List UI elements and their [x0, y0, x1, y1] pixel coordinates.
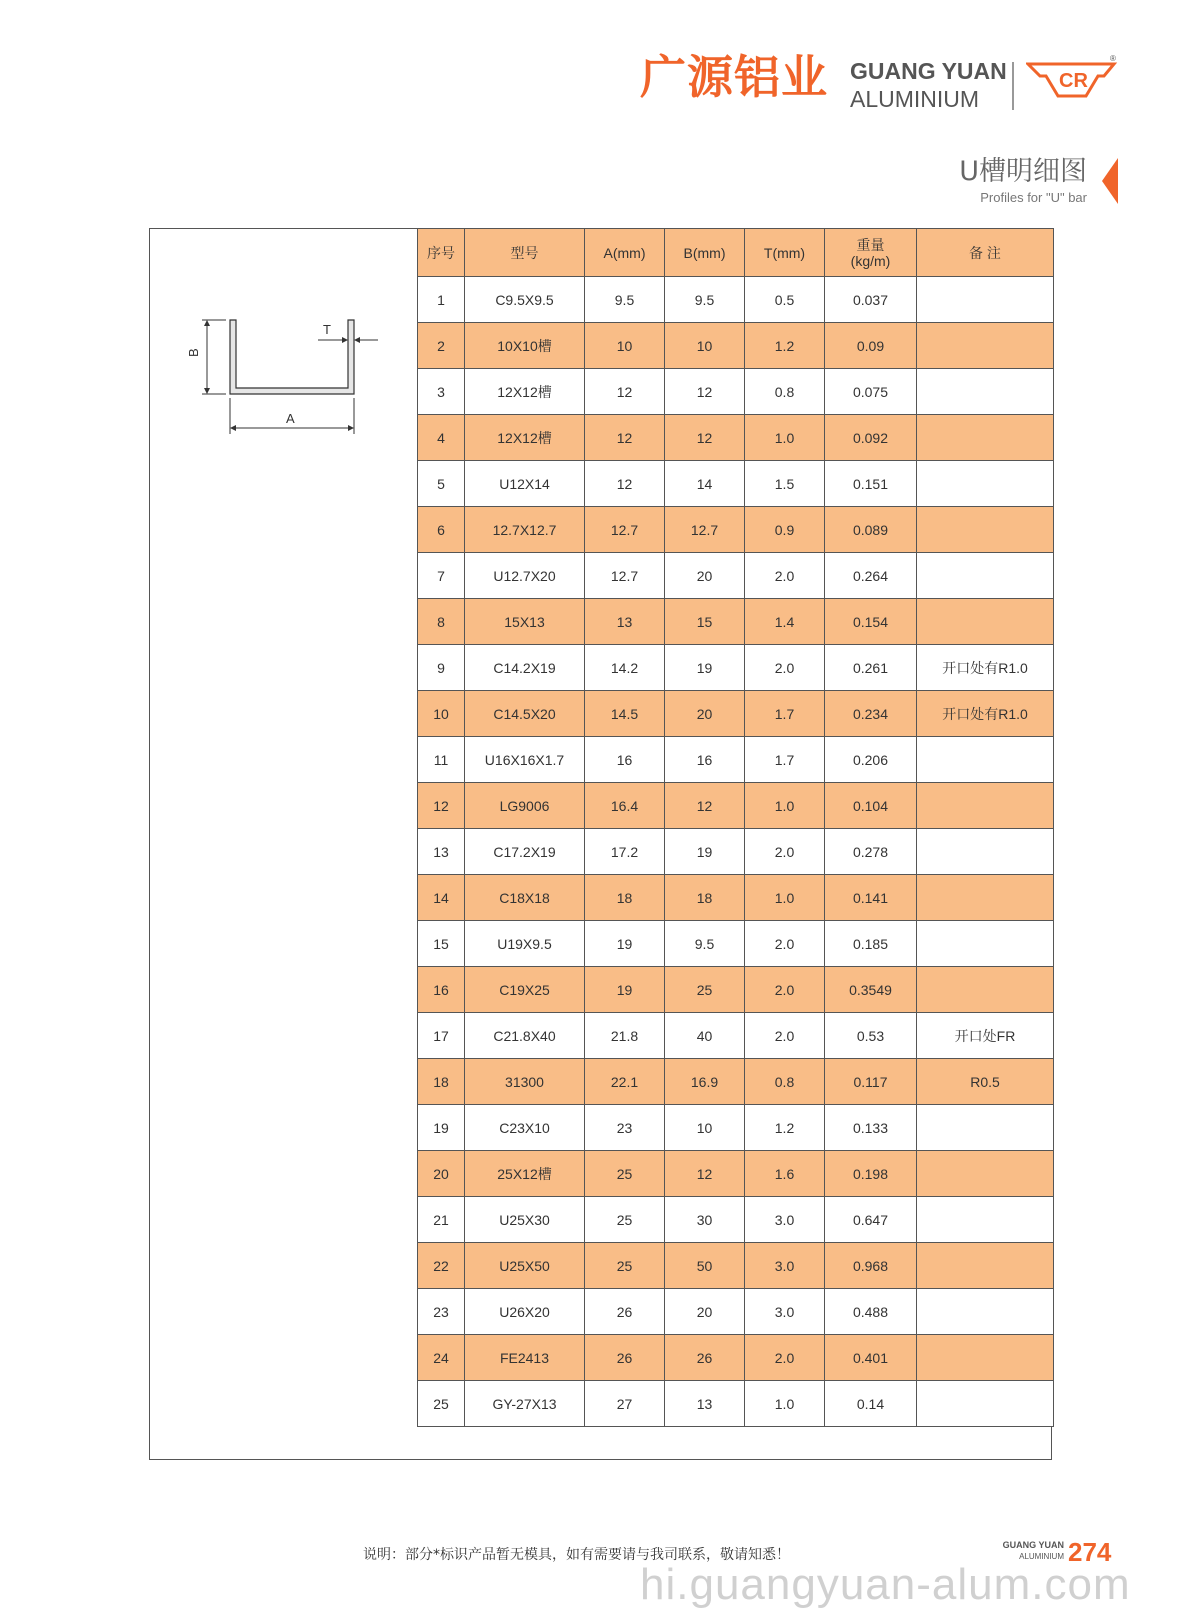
- diagram-label-a: A: [286, 411, 295, 426]
- cell-b: 25: [665, 967, 745, 1013]
- brand-name-en-line2: ALUMINIUM: [850, 86, 980, 112]
- cell-t: 2.0: [745, 553, 825, 599]
- cell-t: 2.0: [745, 921, 825, 967]
- cell-remark: [917, 507, 1054, 553]
- cell-index: 18: [418, 1059, 465, 1105]
- logo-text: CR: [1059, 70, 1088, 92]
- cell-remark: [917, 1197, 1054, 1243]
- cell-remark: [917, 875, 1054, 921]
- cell-t: 2.0: [745, 645, 825, 691]
- header-b: B(mm): [665, 229, 745, 277]
- cell-b: 10: [665, 1105, 745, 1151]
- cell-weight: 0.092: [825, 415, 917, 461]
- cell-index: 9: [418, 645, 465, 691]
- cell-model: C18X18: [465, 875, 585, 921]
- cell-remark: [917, 415, 1054, 461]
- cell-t: 1.0: [745, 783, 825, 829]
- table-row: [418, 645, 1054, 691]
- footer-brand-line1: GUANG YUAN: [1002, 1540, 1064, 1550]
- cell-model: FE2413: [465, 1335, 585, 1381]
- watermark: hi.guangyuan-alum.com: [640, 1560, 1131, 1609]
- cell-index: 8: [418, 599, 465, 645]
- cell-remark: [917, 323, 1054, 369]
- cell-a: 12: [585, 461, 665, 507]
- cell-t: 0.5: [745, 277, 825, 323]
- cell-remark: [917, 1243, 1054, 1289]
- cell-remark: R0.5: [917, 1059, 1054, 1105]
- cell-b: 12.7: [665, 507, 745, 553]
- cell-model: LG9006: [465, 783, 585, 829]
- cell-a: 10: [585, 323, 665, 369]
- cell-b: 40: [665, 1013, 745, 1059]
- brand-name-cn: 广源铝业: [640, 50, 828, 104]
- cell-a: 21.8: [585, 1013, 665, 1059]
- cell-weight: 0.037: [825, 277, 917, 323]
- footer-note: 说明：部分*标识产品暂无模具，如有需要请与我司联系，敬请知悉！: [363, 1547, 790, 1563]
- table-header-row: [418, 229, 1054, 277]
- section-subtitle: Profiles for "U" bar: [980, 190, 1087, 205]
- table-row: [418, 737, 1054, 783]
- cell-a: 25: [585, 1151, 665, 1197]
- cell-model: 10X10槽: [465, 323, 585, 369]
- cell-remark: [917, 737, 1054, 783]
- cell-b: 9.5: [665, 277, 745, 323]
- page-number: 274: [1068, 1537, 1112, 1567]
- cell-index: 4: [418, 415, 465, 461]
- cell-index: 5: [418, 461, 465, 507]
- table-row: [418, 277, 1054, 323]
- cell-index: 23: [418, 1289, 465, 1335]
- cell-a: 14.2: [585, 645, 665, 691]
- cell-t: 2.0: [745, 1335, 825, 1381]
- table-row: [418, 875, 1054, 921]
- cell-model: 12X12槽: [465, 415, 585, 461]
- cell-weight: 0.647: [825, 1197, 917, 1243]
- cell-remark: [917, 1335, 1054, 1381]
- cell-weight: 0.09: [825, 323, 917, 369]
- cell-a: 23: [585, 1105, 665, 1151]
- cell-a: 16: [585, 737, 665, 783]
- cell-weight: 0.278: [825, 829, 917, 875]
- cell-weight: 0.234: [825, 691, 917, 737]
- cell-b: 10: [665, 323, 745, 369]
- cell-index: 16: [418, 967, 465, 1013]
- cell-model: 25X12槽: [465, 1151, 585, 1197]
- cell-index: 7: [418, 553, 465, 599]
- cell-index: 21: [418, 1197, 465, 1243]
- cell-t: 1.0: [745, 415, 825, 461]
- cell-t: 3.0: [745, 1289, 825, 1335]
- cell-a: 25: [585, 1197, 665, 1243]
- cell-index: 1: [418, 277, 465, 323]
- section-title: U槽明细图: [959, 156, 1087, 187]
- cell-a: 16.4: [585, 783, 665, 829]
- cell-t: 2.0: [745, 1013, 825, 1059]
- diagram-label-t: T: [323, 322, 331, 337]
- cell-weight: 0.3549: [825, 967, 917, 1013]
- cell-index: 15: [418, 921, 465, 967]
- cell-remark: [917, 783, 1054, 829]
- header-a: A(mm): [585, 229, 665, 277]
- header-index: 序号: [418, 229, 465, 277]
- cell-remark: 开口处有R1.0: [917, 691, 1054, 737]
- cell-model: C14.5X20: [465, 691, 585, 737]
- cell-a: 22.1: [585, 1059, 665, 1105]
- table-row: [418, 1335, 1054, 1381]
- cell-index: 2: [418, 323, 465, 369]
- cell-t: 1.2: [745, 323, 825, 369]
- cell-t: 2.0: [745, 829, 825, 875]
- cell-b: 20: [665, 553, 745, 599]
- cell-t: 3.0: [745, 1197, 825, 1243]
- cell-model: U16X16X1.7: [465, 737, 585, 783]
- cell-remark: [917, 599, 1054, 645]
- cell-model: C19X25: [465, 967, 585, 1013]
- cell-a: 9.5: [585, 277, 665, 323]
- cell-t: 1.0: [745, 1381, 825, 1427]
- table-row: [418, 1289, 1054, 1335]
- cell-weight: 0.14: [825, 1381, 917, 1427]
- company-logo: [1026, 54, 1118, 104]
- brand-separator: [1012, 62, 1014, 110]
- cell-b: 18: [665, 875, 745, 921]
- table-row: [418, 829, 1054, 875]
- cell-remark: [917, 1381, 1054, 1427]
- cell-t: 0.8: [745, 369, 825, 415]
- table-row: [418, 1105, 1054, 1151]
- cell-remark: [917, 277, 1054, 323]
- cell-weight: 0.198: [825, 1151, 917, 1197]
- cell-model: U25X30: [465, 1197, 585, 1243]
- registered-mark: ®: [1110, 54, 1116, 63]
- cell-index: 25: [418, 1381, 465, 1427]
- cell-index: 24: [418, 1335, 465, 1381]
- table-row: [418, 967, 1054, 1013]
- diagram-label-b: B: [186, 348, 201, 357]
- cell-model: 31300: [465, 1059, 585, 1105]
- cell-index: 13: [418, 829, 465, 875]
- table-row: [418, 415, 1054, 461]
- cell-weight: 0.133: [825, 1105, 917, 1151]
- cell-a: 19: [585, 921, 665, 967]
- cell-model: C14.2X19: [465, 645, 585, 691]
- table-row: [418, 1197, 1054, 1243]
- cell-remark: [917, 1289, 1054, 1335]
- cell-b: 16: [665, 737, 745, 783]
- cell-remark: [917, 369, 1054, 415]
- table-row: [418, 1381, 1054, 1427]
- cell-t: 0.8: [745, 1059, 825, 1105]
- cell-model: C23X10: [465, 1105, 585, 1151]
- table-row: [418, 1059, 1054, 1105]
- u-profile-diagram: [180, 310, 400, 450]
- header-weight-line2: (kg/m): [850, 252, 891, 269]
- header-remark: 备 注: [917, 229, 1054, 277]
- cell-model: C9.5X9.5: [465, 277, 585, 323]
- table-row: [418, 323, 1054, 369]
- table-row: [418, 553, 1054, 599]
- cell-t: 1.7: [745, 737, 825, 783]
- cell-index: 6: [418, 507, 465, 553]
- cell-model: C17.2X19: [465, 829, 585, 875]
- cell-weight: 0.968: [825, 1243, 917, 1289]
- cell-a: 27: [585, 1381, 665, 1427]
- cell-remark: 开口处有R1.0: [917, 645, 1054, 691]
- cell-model: U26X20: [465, 1289, 585, 1335]
- cell-b: 26: [665, 1335, 745, 1381]
- cell-t: 1.0: [745, 875, 825, 921]
- cell-b: 14: [665, 461, 745, 507]
- cell-model: 15X13: [465, 599, 585, 645]
- cell-b: 50: [665, 1243, 745, 1289]
- cell-weight: 0.154: [825, 599, 917, 645]
- cell-remark: [917, 1151, 1054, 1197]
- table-body: [418, 277, 1054, 1427]
- table-row: [418, 1013, 1054, 1059]
- cell-b: 13: [665, 1381, 745, 1427]
- footer-brand-line2: ALUMINIUM: [1019, 1552, 1064, 1561]
- cell-remark: [917, 553, 1054, 599]
- cell-weight: 0.53: [825, 1013, 917, 1059]
- cell-index: 20: [418, 1151, 465, 1197]
- cell-remark: [917, 967, 1054, 1013]
- cell-model: U12.7X20: [465, 553, 585, 599]
- cell-b: 9.5: [665, 921, 745, 967]
- cell-index: 3: [418, 369, 465, 415]
- cell-weight: 0.089: [825, 507, 917, 553]
- cell-remark: [917, 1105, 1054, 1151]
- cell-weight: 0.488: [825, 1289, 917, 1335]
- cell-model: U12X14: [465, 461, 585, 507]
- cell-b: 19: [665, 829, 745, 875]
- cell-t: 2.0: [745, 967, 825, 1013]
- cell-remark: [917, 461, 1054, 507]
- cell-t: 1.7: [745, 691, 825, 737]
- cell-b: 12: [665, 369, 745, 415]
- cell-t: 1.4: [745, 599, 825, 645]
- table-row: [418, 783, 1054, 829]
- cell-b: 16.9: [665, 1059, 745, 1105]
- cell-b: 30: [665, 1197, 745, 1243]
- cell-b: 20: [665, 691, 745, 737]
- cell-a: 12.7: [585, 553, 665, 599]
- cell-weight: 0.104: [825, 783, 917, 829]
- cell-a: 12.7: [585, 507, 665, 553]
- header-weight: [825, 229, 917, 277]
- cell-t: 0.9: [745, 507, 825, 553]
- cell-weight: 0.261: [825, 645, 917, 691]
- cell-index: 22: [418, 1243, 465, 1289]
- cell-a: 19: [585, 967, 665, 1013]
- cell-b: 19: [665, 645, 745, 691]
- header-weight-line1: 重量: [856, 236, 885, 253]
- table-row: [418, 369, 1054, 415]
- section-arrow-icon: [1100, 158, 1118, 204]
- cell-weight: 0.075: [825, 369, 917, 415]
- cell-t: 3.0: [745, 1243, 825, 1289]
- table-row: [418, 1243, 1054, 1289]
- table-row: [418, 691, 1054, 737]
- cell-index: 10: [418, 691, 465, 737]
- cell-b: 12: [665, 783, 745, 829]
- cell-model: GY-27X13: [465, 1381, 585, 1427]
- u-bar-spec-table: [417, 228, 1054, 1427]
- cell-b: 15: [665, 599, 745, 645]
- cell-weight: 0.185: [825, 921, 917, 967]
- table-row: [418, 507, 1054, 553]
- cell-a: 12: [585, 369, 665, 415]
- cell-a: 13: [585, 599, 665, 645]
- cell-index: 11: [418, 737, 465, 783]
- cell-a: 26: [585, 1289, 665, 1335]
- cell-index: 12: [418, 783, 465, 829]
- cell-a: 12: [585, 415, 665, 461]
- cell-model: U19X9.5: [465, 921, 585, 967]
- cell-weight: 0.206: [825, 737, 917, 783]
- table-row: [418, 599, 1054, 645]
- cell-index: 17: [418, 1013, 465, 1059]
- cell-b: 20: [665, 1289, 745, 1335]
- cell-model: U25X50: [465, 1243, 585, 1289]
- cell-model: 12X12槽: [465, 369, 585, 415]
- cell-a: 25: [585, 1243, 665, 1289]
- cell-b: 12: [665, 1151, 745, 1197]
- cell-a: 14.5: [585, 691, 665, 737]
- cell-t: 1.6: [745, 1151, 825, 1197]
- cell-remark: [917, 829, 1054, 875]
- cell-remark: 开口处FR: [917, 1013, 1054, 1059]
- cell-weight: 0.151: [825, 461, 917, 507]
- table-row: [418, 1151, 1054, 1197]
- cell-t: 1.2: [745, 1105, 825, 1151]
- table-row: [418, 461, 1054, 507]
- cell-index: 19: [418, 1105, 465, 1151]
- cell-index: 14: [418, 875, 465, 921]
- cell-a: 17.2: [585, 829, 665, 875]
- cell-remark: [917, 921, 1054, 967]
- header-model: 型号: [465, 229, 585, 277]
- cell-a: 26: [585, 1335, 665, 1381]
- cell-a: 18: [585, 875, 665, 921]
- cell-b: 12: [665, 415, 745, 461]
- brand-name-en-line1: GUANG YUAN: [850, 58, 1007, 84]
- cell-weight: 0.117: [825, 1059, 917, 1105]
- cell-model: C21.8X40: [465, 1013, 585, 1059]
- cell-model: 12.7X12.7: [465, 507, 585, 553]
- cell-weight: 0.264: [825, 553, 917, 599]
- cell-weight: 0.401: [825, 1335, 917, 1381]
- cell-weight: 0.141: [825, 875, 917, 921]
- header-t: T(mm): [745, 229, 825, 277]
- table-row: [418, 921, 1054, 967]
- cell-t: 1.5: [745, 461, 825, 507]
